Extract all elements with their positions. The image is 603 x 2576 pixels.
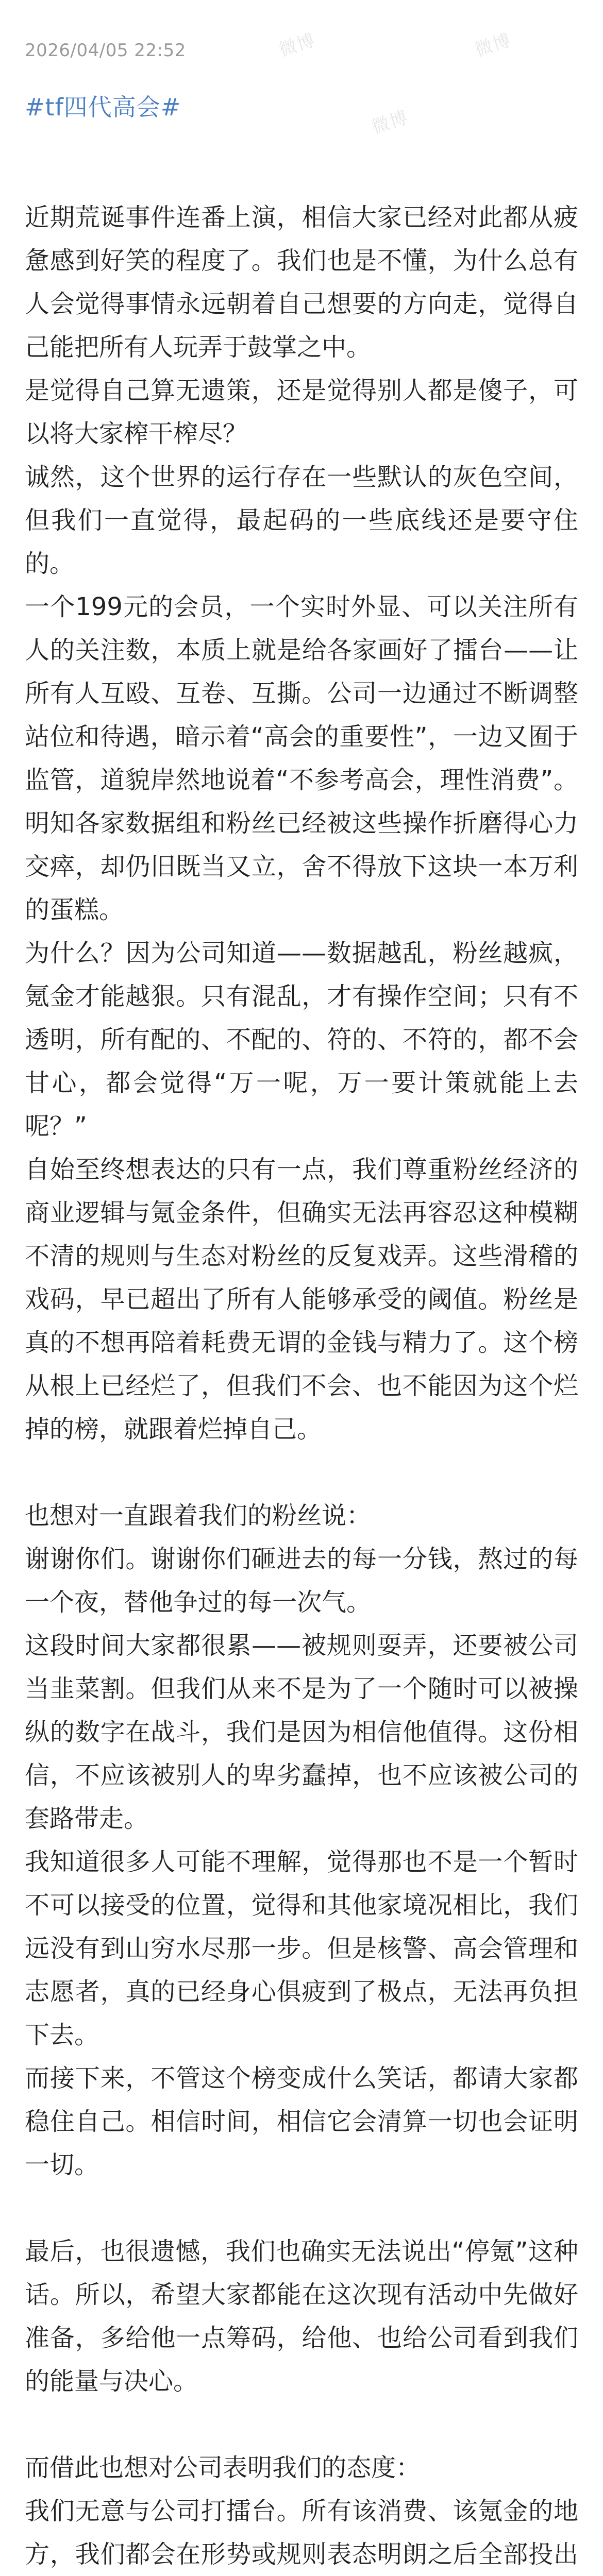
post-paragraph: 也想对一直跟着我们的粉丝说：: [25, 1501, 372, 1530]
post-paragraph: 自始至终想表达的只有一点，我们尊重粉丝经济的商业逻辑与氪金条件，但确实无法再容忍这种模糊不清的规则与生态对粉丝的反复戏弄。这些滑稽的戏码，早已超出了所有人能够承受的阈值。粉丝是真的不想再陪着耗费无谓的金钱与精力了。这个榜从根上已经烂了，但我们不会、也不能因为这个烂掉的榜，就跟着烂掉自己。: [25, 1155, 578, 1444]
watermark: 微博: [472, 29, 514, 61]
post-paragraph: 我们无意与公司打擂台。所有该消费、该氪金的地方，我们都会在形势或规则表态明朗之后全部投出: [25, 2497, 578, 2569]
post-paragraph: 近期荒诞事件连番上演，相信大家已经对此都从疲惫感到好笑的程度了。我们也是不懂，为什么总有人会觉得事情永远朝着自己想要的方向走，觉得自己能把所有人玩弄于鼓掌之中。: [25, 203, 578, 362]
post-paragraph: 这段时间大家都很累——被规则耍弄，还要被公司当韭菜割。但我们从来不是为了一个随时可以被操纵的数字在战斗，我们是因为相信他值得。这份相信，不应该被别人的卑劣蠢掉，也不应该被公司的套路带走。: [25, 1631, 578, 1833]
post-paragraph: 一个199元的会员，一个实时外显、可以关注所有人的关注数，本质上就是给各家画好了擂台——让所有人互殴、互卷、互撕。公司一边通过不断调整站位和待遇，暗示着“高会的重要性”，一边又囿于监管，道貌岸然地说着“不参考高会，理性消费”。明知各家数据组和粉丝已经被这些操作折磨得心力交瘁，却仍旧既当又立，舍不得放下这块一本万利的蛋糕。: [25, 592, 578, 924]
post-paragraph: 谢谢你们。谢谢你们砸进去的每一分钱，熬过的每一个夜，替他争过的每一次气。: [25, 1545, 578, 1617]
topic-hashtag-link[interactable]: #tf四代高会#: [25, 93, 181, 121]
watermark: 微博: [369, 107, 411, 138]
paragraph-spacer: [25, 2187, 578, 2230]
post-body: [25, 196, 578, 2576]
post-paragraph: 是觉得自己算无遗策，还是觉得别人都是傻子，可以将大家榨干榨尽？: [25, 376, 578, 448]
post-paragraph: 而接下来，不管这个榜变成什么笑话，都请大家都稳住自己。相信时间，相信它会清算一切也会证明一切。: [25, 2064, 578, 2179]
watermark: 微博: [276, 29, 319, 61]
post-paragraph: 诚然，这个世界的运行存在一些默认的灰色空间，但我们一直觉得，最起码的一些底线还是要守住的。: [25, 463, 578, 578]
post-paragraph: 而借此也想对公司表明我们的态度：: [25, 2453, 421, 2482]
paragraph-spacer: [25, 2403, 578, 2446]
paragraph-spacer: [25, 1451, 578, 1494]
post-date: 2026/04/05 22:52: [25, 40, 186, 61]
post-paragraph: 为什么？因为公司知道——数据越乱，粉丝越疯，氪金才能越狠。只有混乱，才有操作空间；只有不透明，所有配的、不配的、符的、不符的，都不会甘心，都会觉得“万一呢，万一要计策就能上去呢？”: [25, 939, 578, 1141]
post-paragraph: 最后，也很遗憾，我们也确实无法说出“停氪”这种话。所以，希望大家都能在这次现有活动中先做好准备，多给他一点筹码，给他、也给公司看到我们的能量与决心。: [25, 2237, 578, 2396]
post-paragraph: 我知道很多人可能不理解，觉得那也不是一个暂时不可以接受的位置，觉得和其他家境况相比，我们远没有到山穷水尽那一步。但是核警、高会管理和志愿者，真的已经身心俱疲到了极点，无法再负担下去。: [25, 1848, 578, 2049]
